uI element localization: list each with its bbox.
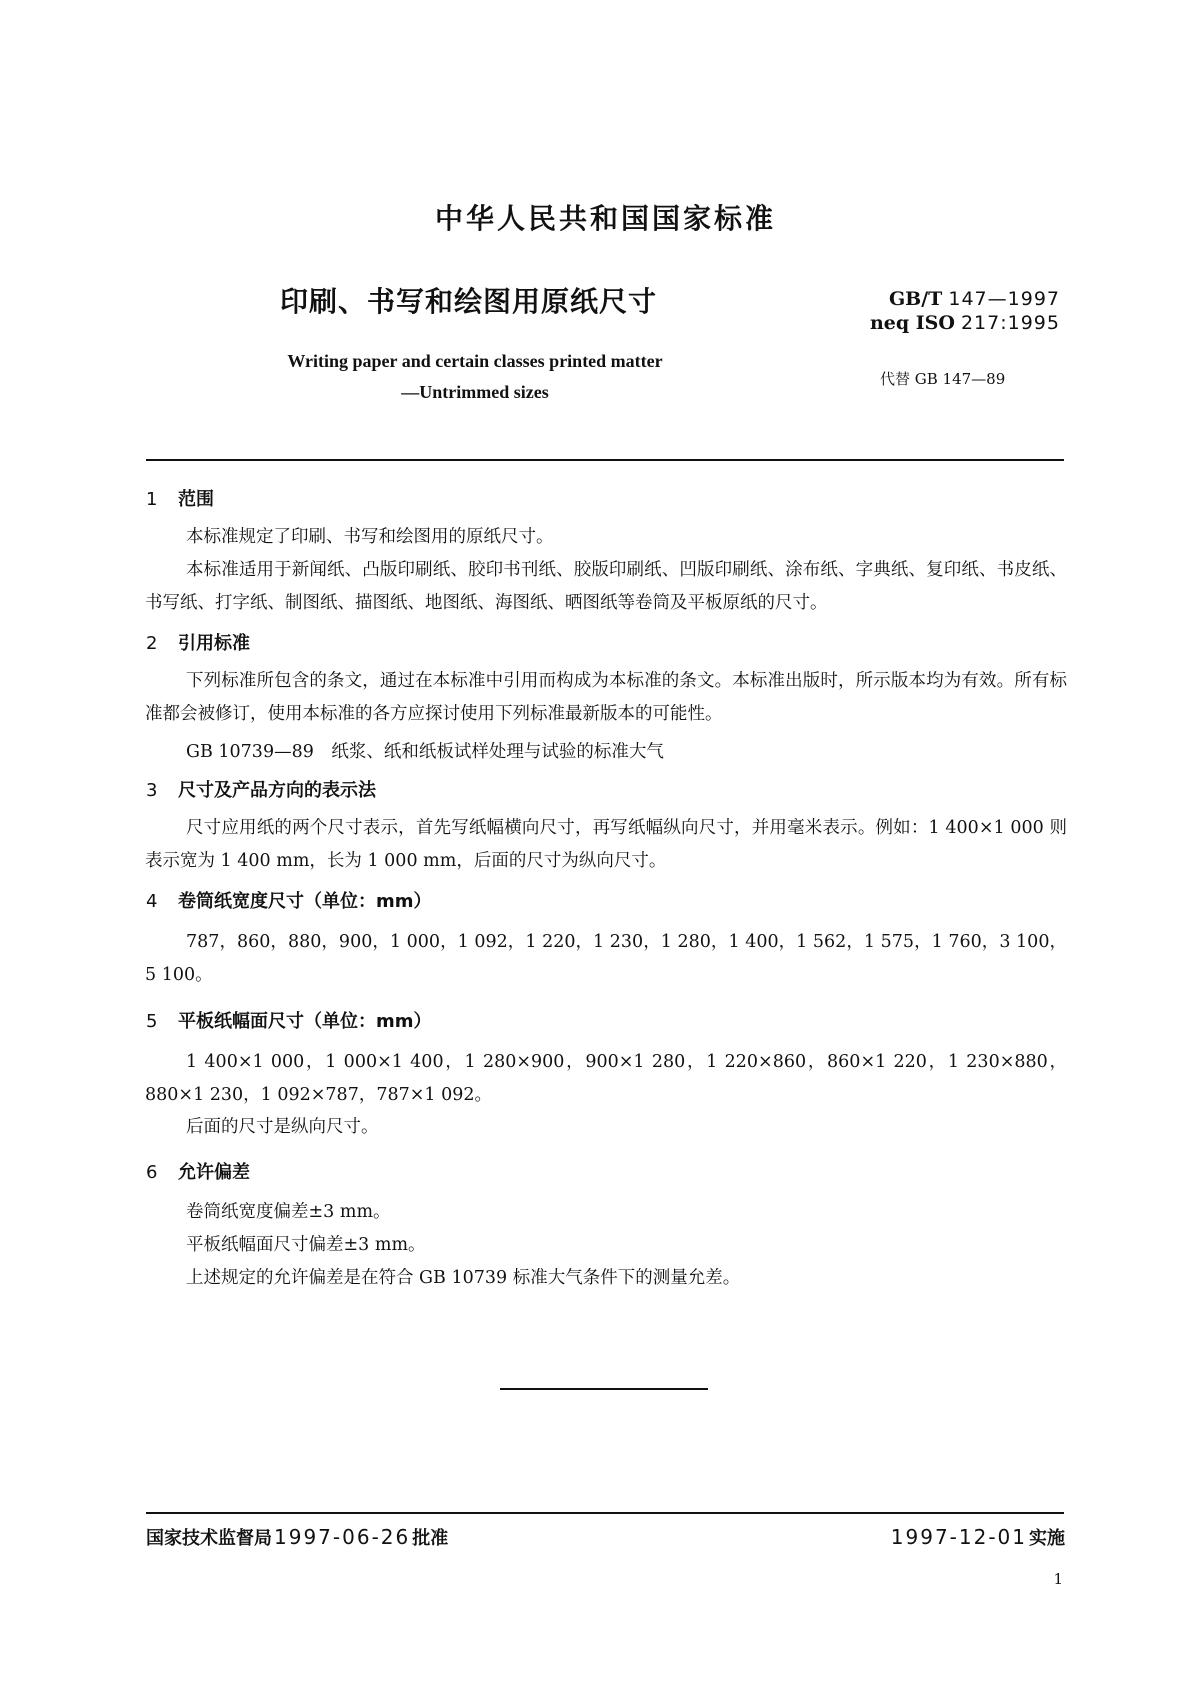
section-6-paragraph-1: 卷筒纸宽度偏差±3 mm。 bbox=[186, 1202, 391, 1222]
section-2-reference: GB 10739—89 纸浆、纸和纸板试样处理与试验的标准大气 bbox=[186, 742, 664, 762]
standard-number-value: 147—1997 bbox=[948, 288, 1060, 310]
approver: 国家技术监督局 bbox=[146, 1528, 272, 1549]
section-heading-2 bbox=[146, 629, 250, 655]
section-heading-5 bbox=[146, 1007, 432, 1033]
section-5-paragraph-2: 后面的尺寸是纵向尺寸。 bbox=[186, 1117, 379, 1137]
section-number: 6 bbox=[146, 1162, 158, 1183]
standard-code-block bbox=[820, 287, 1060, 335]
document-title-cn: 印刷、书写和绘图用原纸尺寸 bbox=[280, 285, 658, 318]
section-title: 平板纸幅面尺寸（单位：mm） bbox=[178, 1011, 432, 1032]
section-heading-1 bbox=[146, 485, 214, 511]
section-title: 引用标准 bbox=[178, 633, 250, 654]
end-of-text-rule bbox=[500, 1388, 708, 1390]
section-6-paragraph-3: 上述规定的允许偏差是在符合 GB 10739 标准大气条件下的测量允差。 bbox=[186, 1268, 741, 1288]
implementation-line bbox=[891, 1524, 1065, 1550]
section-5-paragraph-1: 1 400×1 000，1 000×1 400，1 280×900，900×1 280，1 220×860，860×1 220，1 230×880，880×1 230，1 092×787，787×1 092。 bbox=[145, 1052, 1067, 1105]
standard-number bbox=[820, 287, 1060, 311]
section-heading-4 bbox=[146, 887, 432, 913]
page-number: 1 bbox=[1053, 1570, 1063, 1588]
replaces-standard: 代替 GB 147—89 bbox=[880, 370, 1006, 388]
equivalent-number: 217:1995 bbox=[960, 312, 1060, 334]
section-1-paragraph-2: 本标准适用于新闻纸、凸版印刷纸、胶印书刊纸、胶版印刷纸、凹版印刷纸、涂布纸、字典纸、复印纸、书皮纸、书写纸、打字纸、制图纸、描图纸、地图纸、海图纸、晒图纸等卷筒及平板原纸的尺寸。 bbox=[145, 560, 1067, 613]
section-title: 卷筒纸宽度尺寸（单位：mm） bbox=[178, 891, 432, 912]
equivalent-standard bbox=[820, 311, 1060, 335]
section-title: 范围 bbox=[178, 489, 214, 510]
section-number: 3 bbox=[146, 780, 158, 801]
title-en-line-1: Writing paper and certain classes printed matter bbox=[287, 351, 663, 371]
section-3-paragraph-1: 尺寸应用纸的两个尺寸表示，首先写纸幅横向尺寸，再写纸幅纵向尺寸，并用毫米表示。例如：1 400×1 000 则表示宽为 1 400 mm，长为 1 000 mm，后面的尺寸为纵向尺寸。 bbox=[145, 818, 1067, 871]
section-4-paragraph-1: 787，860，880，900，1 000，1 092，1 220，1 230，1 280，1 400，1 562，1 575，1 760，3 100，5 100。 bbox=[145, 932, 1067, 985]
approval-date: 1997-06-26 bbox=[274, 1525, 411, 1549]
section-6-paragraph-2: 平板纸幅面尺寸偏差±3 mm。 bbox=[186, 1235, 426, 1255]
approval-line bbox=[146, 1524, 448, 1550]
section-heading-3 bbox=[146, 776, 376, 802]
header-divider bbox=[146, 459, 1064, 461]
title-en-line-2: —Untrimmed sizes bbox=[401, 382, 549, 402]
section-title: 允许偏差 bbox=[178, 1162, 250, 1183]
section-number: 4 bbox=[146, 891, 158, 912]
section-title: 尺寸及产品方向的表示法 bbox=[178, 780, 376, 801]
implementation-date: 1997-12-01 bbox=[890, 1525, 1027, 1549]
section-1-paragraph-1: 本标准规定了印刷、书写和绘图用的原纸尺寸。 bbox=[186, 527, 554, 547]
section-2-paragraph-1: 下列标准所包含的条文，通过在本标准中引用而构成为本标准的条文。本标准出版时，所示版本均为有效。所有标准都会被修订，使用本标准的各方应探讨使用下列标准最新版本的可能性。 bbox=[145, 671, 1067, 724]
section-number: 2 bbox=[146, 633, 158, 654]
section-number: 1 bbox=[146, 489, 158, 510]
section-number: 5 bbox=[146, 1011, 158, 1032]
approval-suffix: 批准 bbox=[412, 1528, 449, 1549]
footer-divider bbox=[146, 1512, 1064, 1514]
national-standard-heading: 中华人民共和国国家标准 bbox=[434, 202, 776, 235]
standard-prefix: GB/T bbox=[888, 288, 943, 310]
implementation-suffix: 实施 bbox=[1029, 1528, 1065, 1549]
equivalent-prefix: neq ISO bbox=[869, 312, 955, 334]
document-title-en bbox=[220, 346, 730, 408]
section-heading-6 bbox=[146, 1158, 250, 1184]
